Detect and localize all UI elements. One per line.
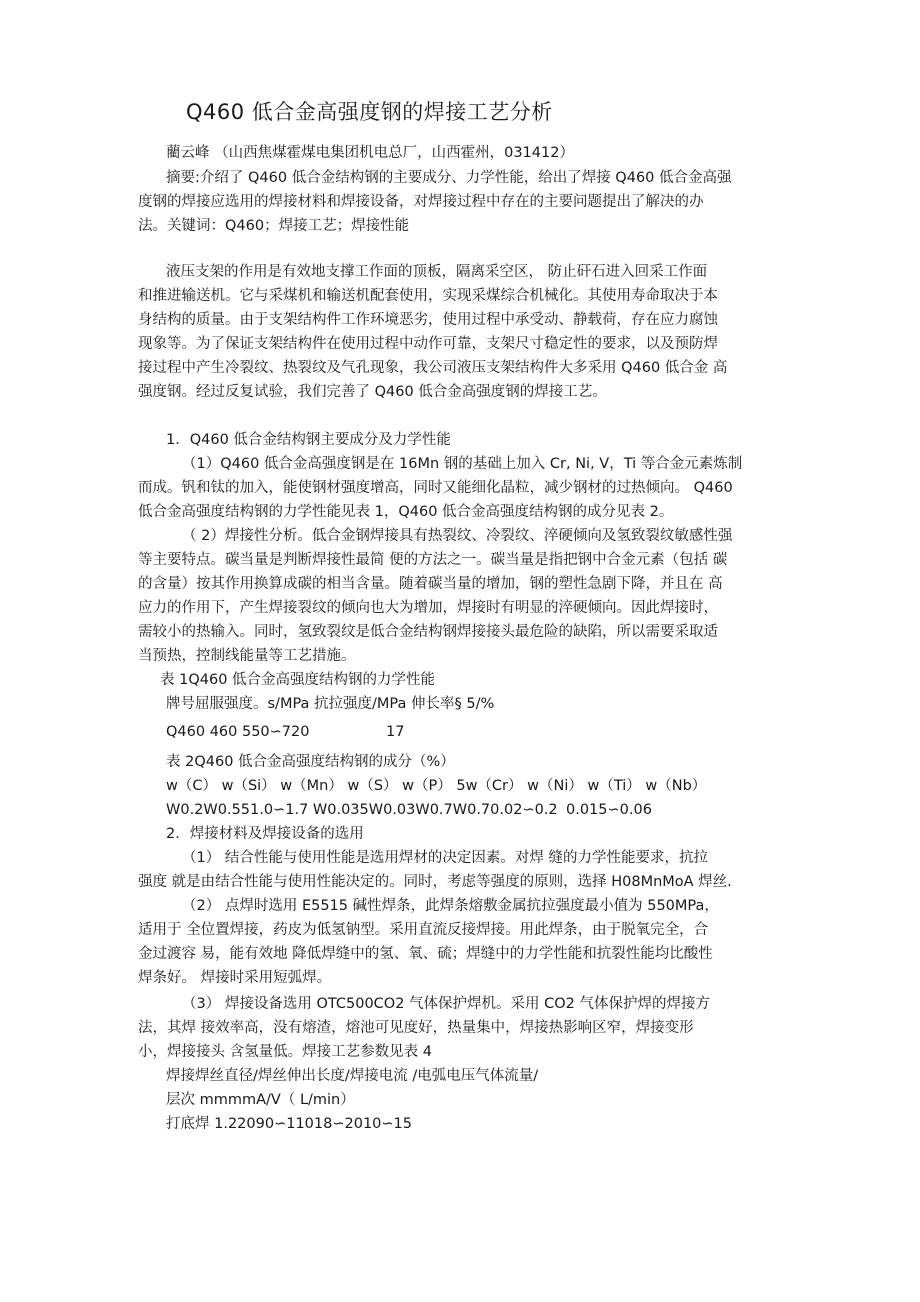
table-1-header: 牌号屈服强度。s/MPa 抗拉强度/MPa 伸长率§ 5/% [166,696,495,712]
section-1-heading: 1．Q460 低合金结构钢主要成分及力学性能 [166,432,451,448]
table-2-caption: 表 2Q460 低合金高强度结构钢的成分（%） [166,754,455,770]
section-1-p1-line-1: （1）Q460 低合金高强度钢是在 16Mn 钢的基础上加入 Cr, Ni, V，Ti 等合金元素炼制 [182,456,743,472]
section-2-p2-line-4: 焊条好。 焊接时采用短弧焊。 [138,970,332,986]
section-2-p2-line-1: （2） 点焊时选用 E5515 碱性焊条，此焊条熔敷金属抗拉强度最小值为 550MPa， [182,898,719,914]
table-1-row: Q460 460 550∽720 [166,724,310,740]
section-1-p1-line-3: 低合金高强度结构钢的力学性能见表 1，Q460 低合金高强度结构钢的成分见表 2。 [138,504,674,520]
intro-line-5: 接过程中产生冷裂纹、热裂纹及气孔现象，我公司液压支架结构件大多采用 Q460 低合金 高 [138,360,728,376]
section-2-p3-line-3: 小，焊接接头 含氢量低。焊接工艺参数见表 4 [138,1044,432,1060]
intro-line-1: 液压支架的作用是有效地支撑工作面的顶板，隔离采空区， 防止矸石进入回采工作面 [166,264,708,280]
section-1-p1-line-2: 而成。钒和钛的加入，能使钢材强度增高，同时又能细化晶粒，减少钢材的过热倾向。 Q460 [138,480,733,496]
section-2-p1-line-2: 强度 就是由结合性能与使用性能决定的。同时，考虑等强度的原则，选择 H08MnMoA 焊丝. [138,874,732,890]
section-2-p2-line-3: 金过渡容 易，能有效地 降低焊缝中的氢、氧、硫；焊缝中的力学性能和抗裂性能均比酸性 [138,946,713,962]
section-2-p3-line-1: （3） 焊接设备选用 OTC500CO2 气体保护焊机。采用 CO2 气体保护焊的焊接方 [182,996,711,1012]
section-1-p2-line-3: 的含量）按其作用换算成碳的相当含量。随着碳当量的增加，钢的塑性急剧下降，并且在 高 [138,576,723,592]
table-2-row-value: 0.015∽0.06 [566,802,652,818]
intro-line-3: 身结构的质量。由于支架结构件工作环境恶劣，使用过程中承受动、静载荷，存在应力腐蚀 [138,312,718,328]
section-1-p2-line-2: 等主要特点。碳当量是判断焊接性最简 便的方法之一。碳当量是指把钢中合金元素（包括 碳 [138,552,728,568]
section-1-p2-line-1: （ 2）焊接性分析。低合金钢焊接具有热裂纹、冷裂纹、淬硬倾向及氢致裂纹敏感性强 [182,528,733,544]
table-4-row: 打底焊 1.22090∽11018∽2010∽15 [166,1116,412,1132]
table-1-row-value: 17 [386,724,405,740]
section-1-p2-line-4: 应力的作用下，产生焊接裂纹的倾向也大为增加，焊接时有明显的淬硬倾向。因此焊接时， [138,600,718,616]
section-2-p2-line-2: 适用于 全位置焊接，药皮为低氢钠型。采用直流反接焊接。用此焊条，由于脱氧完全，合 [138,922,709,938]
table-1-caption: 表 1Q460 低合金高强度结构钢的力学性能 [160,672,436,688]
document-title: Q460 低合金高强度钢的焊接工艺分析 [186,100,553,124]
abstract-line-1: 摘要:介绍了 Q460 低合金结构钢的主要成分、力学性能，给出了焊接 Q460 低合金高强 [166,170,732,186]
author-line: 藺云峰 （山西焦煤霍煤电集团机电总厂，山西霍州，031412） [166,145,574,161]
intro-line-4: 现象等。为了保证支架结构件在使用过程中动作可靠，支架尺寸稳定性的要求，以及预防焊 [138,336,718,352]
abstract-line-2: 度钢的焊接应选用的焊接材料和焊接设备，对焊接过程中存在的主要问题提出了解决的办 [138,194,704,210]
intro-line-2: 和推进输送机。它与采煤机和输送机配套使用，实现采煤综合机械化。其使用寿命取决于本 [138,288,718,304]
section-2-heading: 2．焊接材料及焊接设备的选用 [166,826,364,842]
table-4-header-1: 焊接焊丝直径/焊丝伸出长度/焊接电流 /电弧电压气体流量/ [166,1068,539,1084]
abstract-line-3: 法。关键词：Q460；焊接工艺；焊接性能 [138,218,410,234]
section-2-p1-line-1: （1） 结合性能与使用性能是选用焊材的决定因素。对焊 缝的力学性能要求，抗拉 [182,850,708,866]
table-4-header-2: 层次 mmmmA/V（ L/min） [166,1092,355,1108]
table-2-header: w（C） w（Si） w（Mn） w（S） w（P） 5w（Cr） w（Ni） w（Ti） w（Nb） [166,778,707,794]
section-1-p2-line-6: 当预热，控制线能量等工艺措施。 [138,648,356,664]
intro-line-6: 强度钢。经过反复试验，我们完善了 Q460 低合金高强度钢的焊接工艺。 [138,384,607,400]
section-2-p3-line-2: 法，其焊 接效率高，没有熔渣，熔池可见度好，热量集中，焊接热影响区窄，焊接变形 [138,1020,694,1036]
section-1-p2-line-5: 需较小的热输入。同时，氢致裂纹是低合金结构钢焊接接头最危险的缺陷，所以需要采取适 [138,624,718,640]
table-2-row: W0.2W0.551.0∽1.7 W0.035W0.03W0.7W0.70.02∽0.2 [166,802,558,818]
